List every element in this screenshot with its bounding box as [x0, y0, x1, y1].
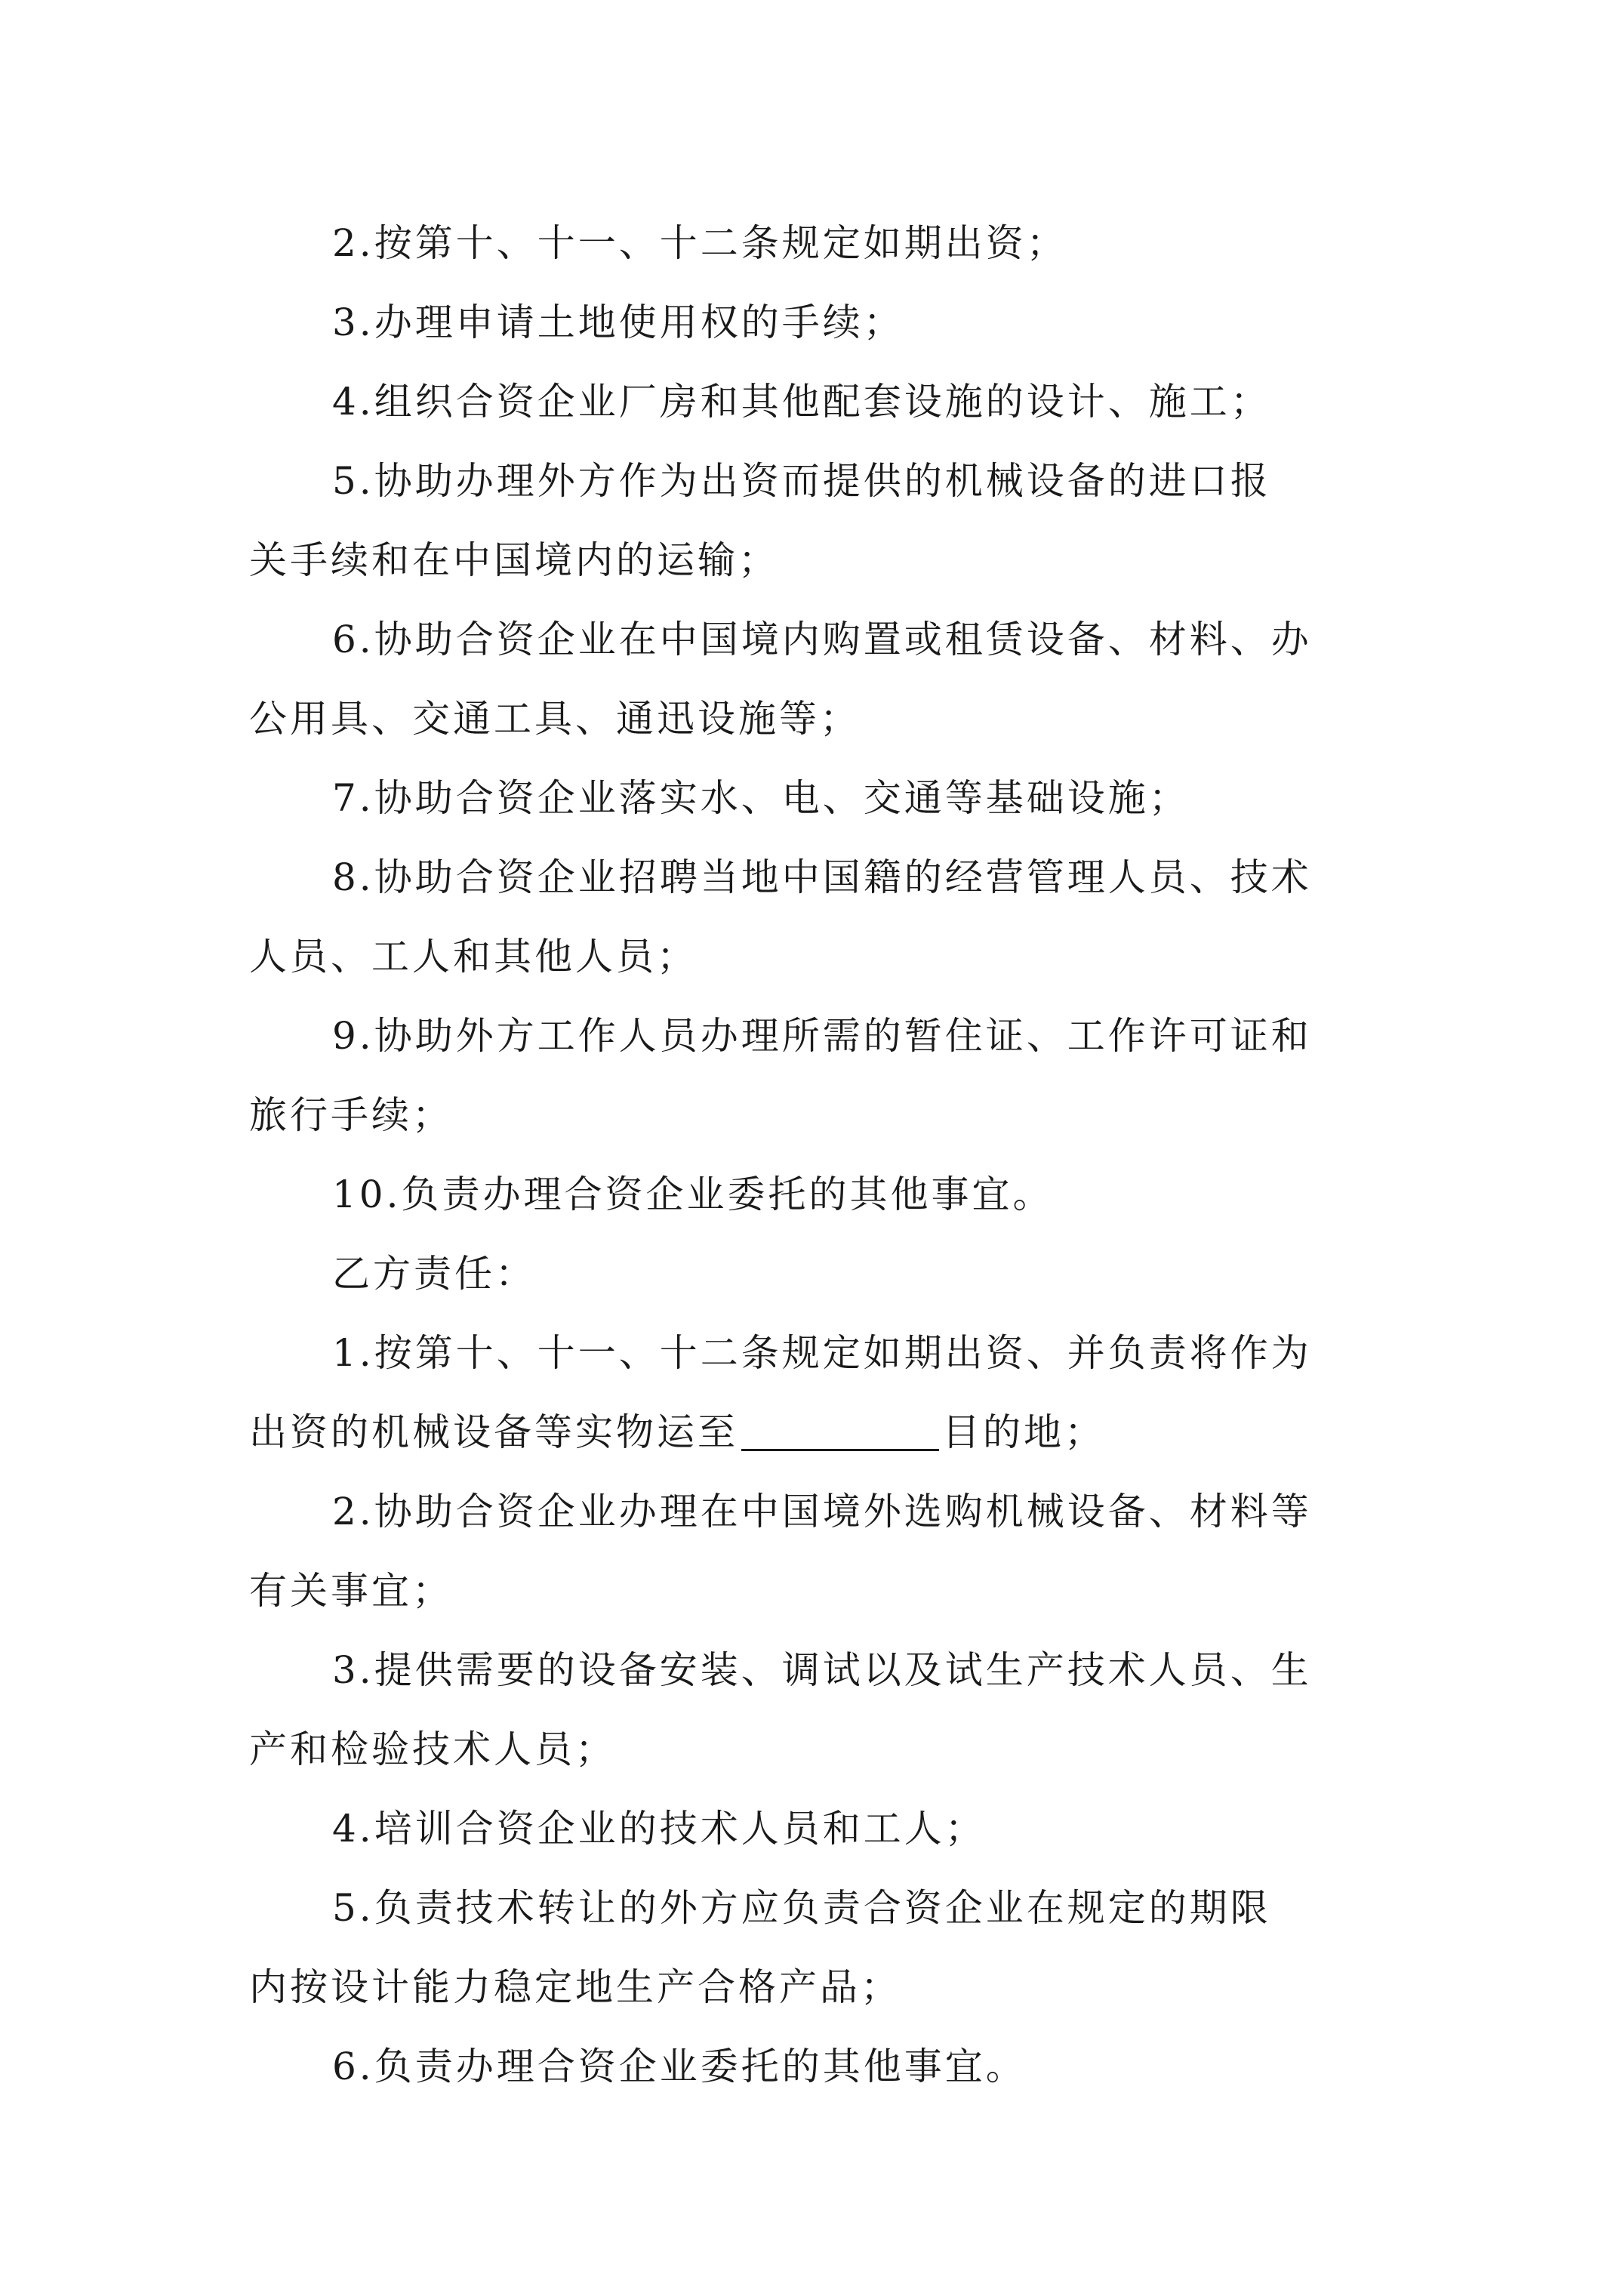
paragraph-line: 9.协助外方工作人员办理所需的暂住证、工作许可证和	[332, 1014, 1312, 1058]
paragraph-line: 内按设计能力稳定地生产合格产品；	[249, 1965, 901, 2009]
paragraph-line: 关手续和在中国境内的运输；	[249, 538, 779, 582]
party-a-item-4	[0, 375, 1623, 428]
party-a-item-5-cont	[0, 534, 1623, 587]
party-b-item-4	[0, 1802, 1623, 1855]
party-a-item-6-cont	[0, 692, 1623, 745]
party-a-item-8	[0, 851, 1623, 904]
paragraph-line: 公用具、交通工具、通迅设施等；	[249, 697, 861, 741]
party-b-item-1-cont	[0, 1406, 1623, 1459]
party-a-item-9	[0, 1009, 1623, 1062]
party-b-heading	[0, 1247, 1623, 1300]
party-a-item-10	[0, 1168, 1623, 1221]
party-a-item-6	[0, 613, 1623, 666]
party-a-item-9-cont	[0, 1089, 1623, 1142]
party-b-item-2	[0, 1485, 1623, 1538]
party-b-item-1	[0, 1327, 1623, 1379]
paragraph-line-tail: 目的地；	[942, 1410, 1105, 1454]
paragraph-line: 2.协助合资企业办理在中国境外选购机械设备、材料等	[332, 1490, 1312, 1533]
paragraph-line: 4.组织合资企业厂房和其他配套设施的设计、施工；	[332, 380, 1271, 424]
party-b-item-2-cont	[0, 1564, 1623, 1617]
section-heading: 乙方责任：	[332, 1252, 536, 1296]
party-b-item-5	[0, 1881, 1623, 1934]
paragraph-line: 有关事宜；	[249, 1569, 453, 1613]
party-a-item-7	[0, 772, 1623, 824]
party-b-item-6	[0, 2040, 1623, 2093]
party-b-item-3-cont	[0, 1723, 1623, 1776]
fill-in-blank	[741, 1411, 939, 1451]
paragraph-line: 6.负责办理合资企业委托的其他事宜。	[332, 2045, 1027, 2088]
party-a-item-2	[0, 217, 1623, 270]
paragraph-line: 5.协助办理外方作为出资而提供的机械设备的进口报	[332, 459, 1271, 503]
paragraph-line: 3.办理申请土地使用权的手续；	[332, 300, 904, 344]
paragraph-line: 出资的机械设备等实物运至	[249, 1410, 738, 1454]
paragraph-line: 4.培训合资企业的技术人员和工人；	[332, 1807, 986, 1851]
paragraph-line: 旅行手续；	[249, 1093, 453, 1137]
paragraph-line: 10.负责办理合资企业委托的其他事宜。	[332, 1173, 1054, 1216]
paragraph-line: 7.协助合资企业落实水、电、交通等基础设施；	[332, 776, 1190, 820]
party-a-item-3	[0, 296, 1623, 349]
paragraph-line: 1.按第十、十一、十二条规定如期出资、并负责将作为	[332, 1331, 1312, 1375]
party-b-item-5-cont	[0, 1961, 1623, 2014]
paragraph-line: 2.按第十、十一、十二条规定如期出资；	[332, 221, 1067, 265]
paragraph-line: 5.负责技术转让的外方应负责合资企业在规定的期限	[332, 1886, 1271, 1930]
paragraph-line: 产和检验技术人员；	[249, 1727, 616, 1771]
paragraph-line: 8.协助合资企业招聘当地中国籍的经营管理人员、技术	[332, 855, 1312, 899]
party-b-item-3	[0, 1644, 1623, 1697]
paragraph-line: 3.提供需要的设备安装、调试以及试生产技术人员、生	[332, 1648, 1312, 1692]
party-a-item-5	[0, 455, 1623, 507]
paragraph-line: 人员、工人和其他人员；	[249, 935, 698, 978]
party-a-item-8-cont	[0, 930, 1623, 983]
paragraph-line: 6.协助合资企业在中国境内购置或租赁设备、材料、办	[332, 618, 1312, 661]
